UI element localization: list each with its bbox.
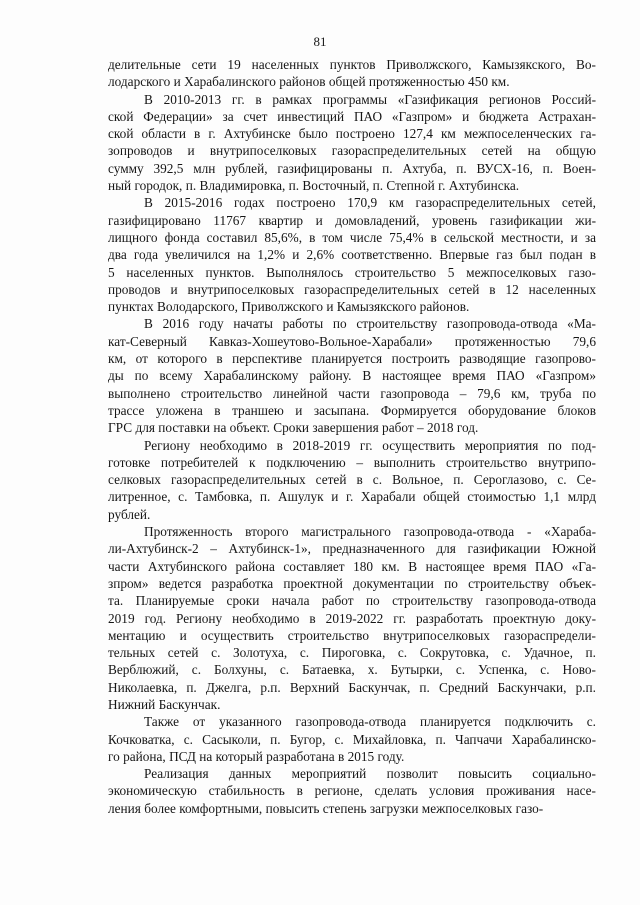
text-line: газифицировано 11767 квартир и домовладений, уровень газификации жи- (108, 212, 596, 228)
text-line: экономическую стабильность в регионе, сделать условия проживания насе- (108, 783, 596, 799)
text-line: трассе уложена в траншею и засыпана. Формируется оборудование блоков (108, 402, 596, 418)
text-line: ления более комфортными, повысить степень загрузки межпоселковых газо- (108, 800, 544, 816)
text-line: ли-Ахтубинск-2 – Ахтубинск-1», предназначенного для газификации Южной (108, 541, 596, 557)
text-line: В 2016 году начаты работы по строительству газопровода-отвода «Ма- (144, 316, 596, 332)
text-line: два года увеличился на 1,2% и 2,6% соответственно. Впервые газ был подан в (108, 247, 596, 263)
text-line: 2019 год. Региону необходимо в 2019-2022 гг. разработать проектную доку- (108, 610, 596, 626)
paragraph (108, 194, 596, 315)
text-line: пунктах Володарского, Приволжского и Камызякского районов. (108, 299, 470, 315)
text-line: Региону необходимо в 2018-2019 гг. осуществить мероприятия по под- (144, 437, 596, 453)
paragraph (108, 713, 596, 765)
text-line: км, от которого в перспективе планируется построить разводящие газопрово- (108, 351, 596, 367)
text-line: 5 населенных пунктов. Выполнялось строительство 5 межпоселковых газо- (108, 264, 596, 280)
text-line: рублей. (108, 506, 151, 522)
paragraph (108, 315, 596, 436)
text-line: тельных сетей с. Золотуха, с. Пироговка, с. Сокрутовка, с. Удачное, п. (108, 645, 596, 661)
text-line: селковых газораспределительных сетей в с. Вольное, п. Сероглазово, с. Се- (108, 472, 596, 488)
text-line: В 2010-2013 гг. в рамках программы «Газификация регионов Россий- (144, 91, 596, 107)
text-line: Николаевка, п. Джелга, р.п. Верхний Баскунчак, п. Средний Баскунчаки, р.п. (108, 679, 596, 695)
text-line: ГРС для поставки на объект. Сроки завершения работ – 2018 год. (108, 420, 479, 436)
text-line: готовке потребителей к подключению – выполнить строительство внутрипо- (108, 454, 596, 470)
body-text (108, 56, 596, 817)
text-line: лодарского и Харабалинского районов общей протяженностью 450 км. (108, 74, 510, 90)
text-line: го района, ПСД на который разработана в 2015 году. (108, 748, 405, 764)
text-line: проводов и внутрипоселковых газораспределительных сетей в 12 населенных (108, 281, 596, 297)
text-line: ный городок, п. Владимировка, п. Восточный, п. Степной г. Ахтубинска. (108, 178, 520, 194)
text-line: Протяженность второго магистрального газопровода-отвода - «Хараба- (144, 524, 596, 540)
paragraph (108, 91, 596, 195)
text-line: зпром» ведется разработка проектной документации по строительству объек- (108, 575, 596, 591)
text-line: литренное, с. Тамбовка, п. Ашулук и г. Харабали общей стоимостью 1,1 млрд (108, 489, 596, 505)
text-line: ской области в г. Ахтубинске было построено 127,4 км межпоселенческих га- (108, 126, 596, 142)
text-line: делительные сети 19 населенных пунктов Приволжского, Камызякского, Во- (108, 57, 596, 72)
text-line: Верблюжий, с. Болхуны, с. Батаевка, х. Бутырки, с. Успенка, с. Ново- (108, 662, 596, 678)
text-line: Реализация данных мероприятий позволит повысить социально- (144, 766, 596, 782)
paragraph (108, 56, 596, 91)
text-line: В 2015-2016 годах построено 170,9 км газораспределительных сетей, (144, 195, 596, 211)
text-line: та. Планируемые сроки начала работ по строительству газопровода-отвода (108, 593, 596, 609)
text-line: Также от указанного газопровода-отвода планируется подключить с. (144, 714, 596, 730)
page-number: 81 (313, 34, 327, 49)
text-line: части Ахтубинского района составляет 180 км. В настоящее время ПАО «Га- (108, 558, 596, 574)
text-line: выполнено строительство линейной части газопровода – 79,6 км, труба по (108, 385, 596, 401)
paragraph (108, 765, 596, 817)
text-line: Нижний Баскунчак. (108, 696, 221, 712)
text-line: зопроводов и внутрипоселковых газораспределительных сетей на общую (108, 143, 596, 159)
text-line: лищного фонда составил 85,6%, в том числе 75,4% в сельской местности, и за (108, 229, 596, 245)
paragraph (108, 523, 596, 713)
text-line: ментацию и осуществить строительство внутрипоселковых газораспредели- (108, 627, 596, 643)
text-line: ды по всему Харабалинскому району. В настоящее время ПАО «Газпром» (108, 368, 596, 384)
paragraph (108, 437, 596, 523)
text-line: сумму 392,5 млн рублей, газифицированы п. Ахтуба, п. ВУСХ-16, п. Воен- (108, 160, 596, 176)
text-line: ской Федерации» за счет инвестиций ПАО «Газпром» и бюджета Астрахан- (108, 108, 596, 124)
text-line: Кочковатка, с. Сасыколи, п. Бугор, с. Михайловка, п. Чапчачи Харабалинско- (108, 731, 596, 747)
text-line: кат-Северный Кавказ-Хошеутово-Вольное-Харабали» протяженностью 79,6 (108, 333, 596, 349)
